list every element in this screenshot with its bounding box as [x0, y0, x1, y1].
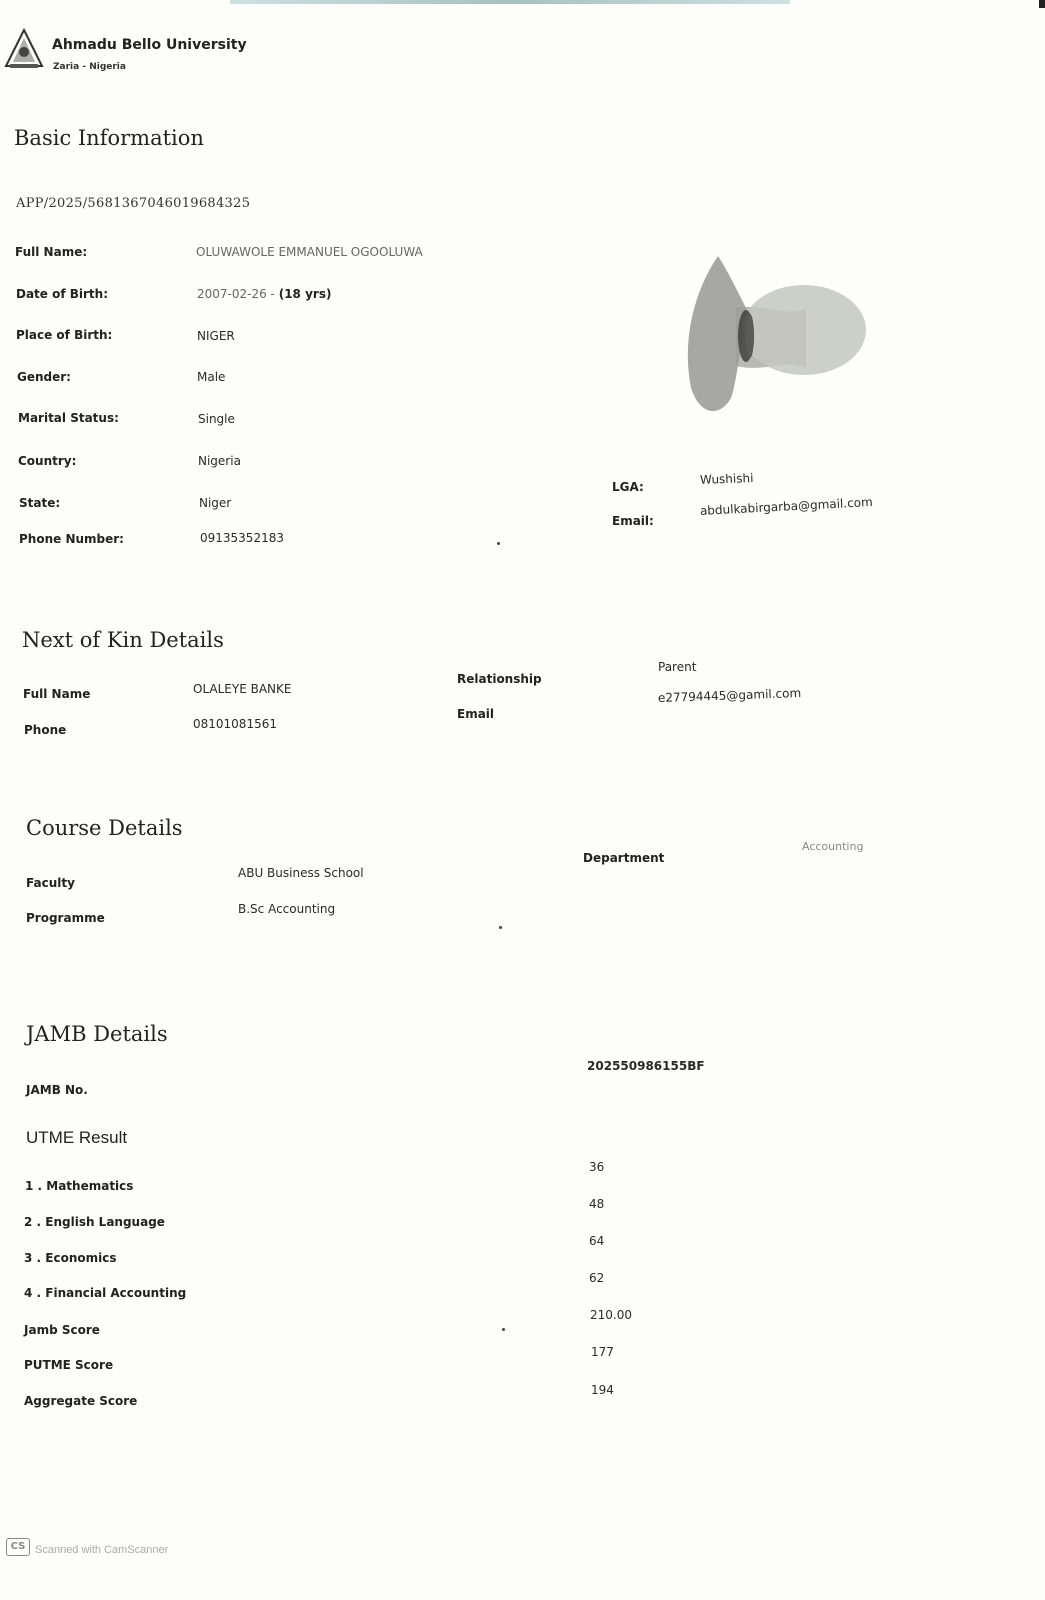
- age-value: (18 yrs): [278, 287, 332, 301]
- gender-value: Male: [197, 370, 226, 384]
- university-name: Ahmadu Bello University: [52, 37, 247, 53]
- country-label: Country:: [18, 454, 77, 468]
- utme-row-label: 1 . Mathematics: [25, 1179, 134, 1193]
- scan-edge-strip: [230, 0, 790, 4]
- kin-email-label: Email: [457, 707, 495, 721]
- application-number: APP/2025/56813670460196843​25: [16, 196, 251, 211]
- kin-email-value: e27794445@gamil.com: [657, 686, 802, 705]
- phone-value: 09135352183: [200, 531, 284, 545]
- utme-row-value: 64: [589, 1234, 605, 1248]
- utme-row-value: 36: [589, 1160, 605, 1174]
- gender-label: Gender:: [17, 370, 71, 384]
- state-label: State:: [19, 496, 61, 510]
- scan-speck: [502, 1328, 505, 1331]
- utme-row-label: Aggregate Score: [24, 1394, 138, 1408]
- scan-speck: [497, 542, 500, 545]
- dob-date: 2007-02-26 -: [197, 287, 275, 301]
- lga-label: LGA:: [612, 480, 644, 494]
- programme-value: B.Sc Accounting: [238, 902, 336, 916]
- faculty-value: ABU Business School: [238, 866, 364, 880]
- utme-row-label: 4 . Financial Accounting: [24, 1286, 187, 1300]
- jamb-no-label: JAMB No.: [26, 1083, 88, 1097]
- utme-row-label: 2 . English Language: [24, 1215, 165, 1229]
- full-name-value: OLUWAWOLE EMMANUEL OGOOLUWA: [196, 245, 423, 259]
- kin-full-name-value: OLALEYE BANKE: [193, 682, 292, 696]
- next-of-kin-title: Next of Kin Details: [22, 628, 224, 652]
- kin-relationship-label: Relationship: [457, 672, 542, 686]
- utme-row-label: Jamb Score: [24, 1323, 100, 1337]
- utme-row-value: 177: [591, 1345, 614, 1359]
- jamb-no-value: 202550986155BF: [587, 1059, 705, 1073]
- marital-status-label: Marital Status:: [18, 411, 119, 425]
- kin-full-name-label: Full Name: [23, 687, 91, 701]
- marital-status-value: Single: [198, 412, 235, 426]
- jamb-details-title: JAMB Details: [26, 1022, 168, 1046]
- utme-row-value: 48: [589, 1197, 605, 1211]
- pob-value: NIGER: [197, 329, 235, 343]
- kin-relationship-value: Parent: [658, 660, 697, 674]
- scan-speck: [499, 926, 502, 929]
- kin-phone-label: Phone: [24, 723, 67, 737]
- basic-info-title: Basic Information: [14, 126, 204, 150]
- utme-row-value: 194: [591, 1383, 614, 1397]
- university-crest-icon: [4, 28, 44, 70]
- utme-row-value: 210.00: [590, 1308, 632, 1322]
- faculty-label: Faculty: [26, 876, 75, 890]
- full-name-label: Full Name:: [15, 245, 88, 259]
- department-value: Accounting: [802, 840, 864, 853]
- country-value: Nigeria: [198, 454, 241, 468]
- phone-label: Phone Number:: [19, 532, 124, 546]
- course-details-title: Course Details: [26, 816, 183, 840]
- camscanner-watermark: Scanned with CamScanner: [35, 1544, 169, 1556]
- camscanner-logo: CS: [6, 1538, 30, 1556]
- kin-phone-value: 08101081561: [193, 717, 277, 731]
- university-location: Zaria - Nigeria: [53, 62, 126, 72]
- department-label: Department: [583, 851, 665, 865]
- email-label: Email:: [612, 514, 654, 528]
- dob-label: Date of Birth:: [16, 287, 109, 301]
- utme-row-label: PUTME Score: [24, 1358, 114, 1372]
- programme-label: Programme: [26, 911, 105, 925]
- utme-result-title: UTME Result: [26, 1128, 128, 1147]
- utme-row-label: 3 . Economics: [24, 1251, 117, 1265]
- email-value: abdulkabirgarba@gmail.com: [699, 494, 874, 518]
- lga-value: Wushishi: [699, 471, 754, 487]
- utme-row-value: 62: [589, 1271, 605, 1285]
- passport-photo: [676, 248, 906, 423]
- pob-label: Place of Birth:: [16, 328, 113, 342]
- scan-corner-mark: [1039, 0, 1045, 8]
- state-value: Niger: [199, 496, 232, 510]
- dob-value: [197, 287, 331, 301]
